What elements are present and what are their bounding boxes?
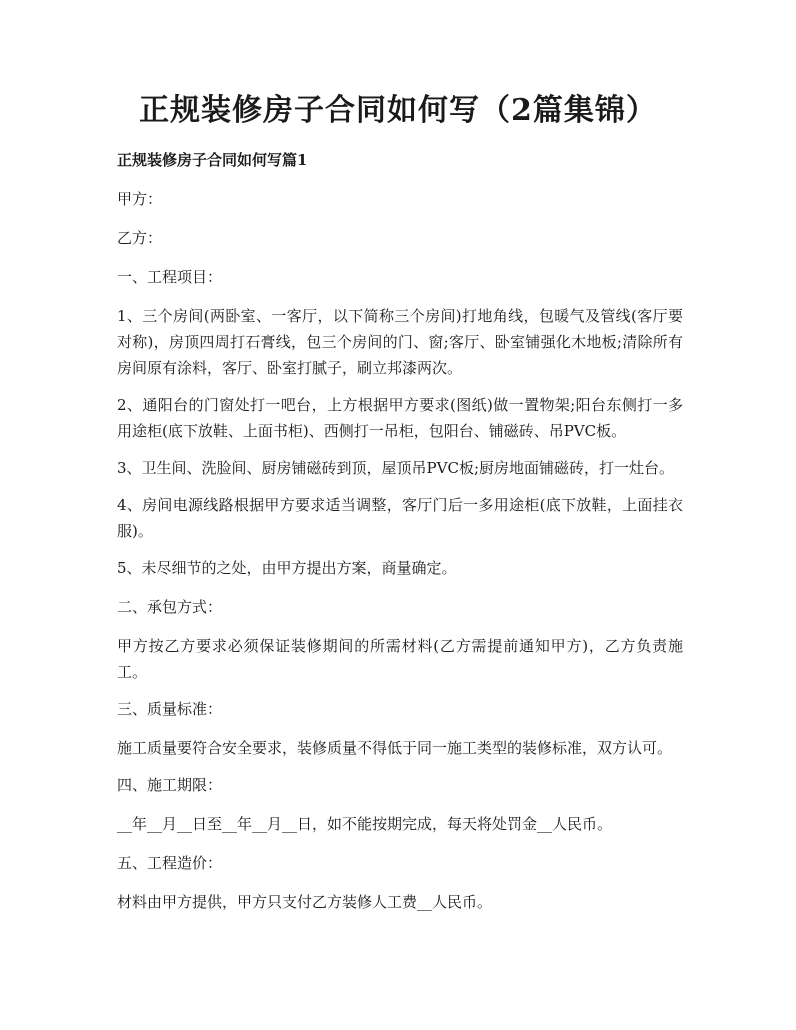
project-item-4: 4、房间电源线路根据甲方要求适当调整，客厅门后一多用途柜(底下放鞋，上面挂衣服)。	[117, 496, 683, 540]
document-body	[117, 148, 683, 928]
project-item-3: 3、卫生间、洗脸间、厨房铺磁砖到顶，屋顶吊PVC板;厨房地面铺磁砖，打一灶台。	[117, 459, 675, 477]
heading-project: 一、工程项目：	[117, 268, 223, 286]
project-item-1: 1、三个房间(两卧室、一客厅，以下简称三个房间)打地角线，包暖气及管线(客厅要对称)，房顶四周打石膏线，包三个房间的门、窗;客厅、卧室铺强化木地板;清除所有房间原有涂料，客厅、卧室打腻子，刷立邦漆两次。	[117, 307, 683, 377]
project-item-2: 2、通阳台的门窗处打一吧台，上方根据甲方要求(图纸)做一置物架;阳台东侧打一多用途柜(底下放鞋、上面书柜)、西侧打一吊柜，包阳台、铺磁砖、吊PVC板。	[117, 396, 683, 440]
party-a-line: 甲方：	[117, 190, 163, 208]
document-title: 正规装修房子合同如何写（2篇集锦）	[139, 93, 657, 128]
quality-text: 施工质量要符合安全要求，装修质量不得低于同一施工类型的装修标准，双方认可。	[117, 739, 673, 757]
cost-text: 材料由甲方提供，甲方只支付乙方装修人工费__人民币。	[117, 893, 493, 911]
project-item-5: 5、未尽细节的之处，由甲方提出方案，商量确定。	[117, 559, 457, 577]
heading-period: 四、施工期限：	[117, 776, 223, 794]
heading-contract-method: 二、承包方式：	[117, 598, 223, 616]
party-b-line: 乙方：	[117, 229, 163, 247]
contract-method-text: 甲方按乙方要求必须保证装修期间的所需材料(乙方需提前通知甲方)，乙方负责施工。	[117, 637, 683, 681]
heading-cost: 五、工程造价：	[117, 854, 223, 872]
heading-quality: 三、质量标准：	[117, 700, 223, 718]
section-title: 正规装修房子合同如何写篇1	[117, 151, 308, 169]
period-text: __年__月__日至__年__月__日，如不能按期完成，每天将处罚金__人民币。	[117, 815, 613, 833]
